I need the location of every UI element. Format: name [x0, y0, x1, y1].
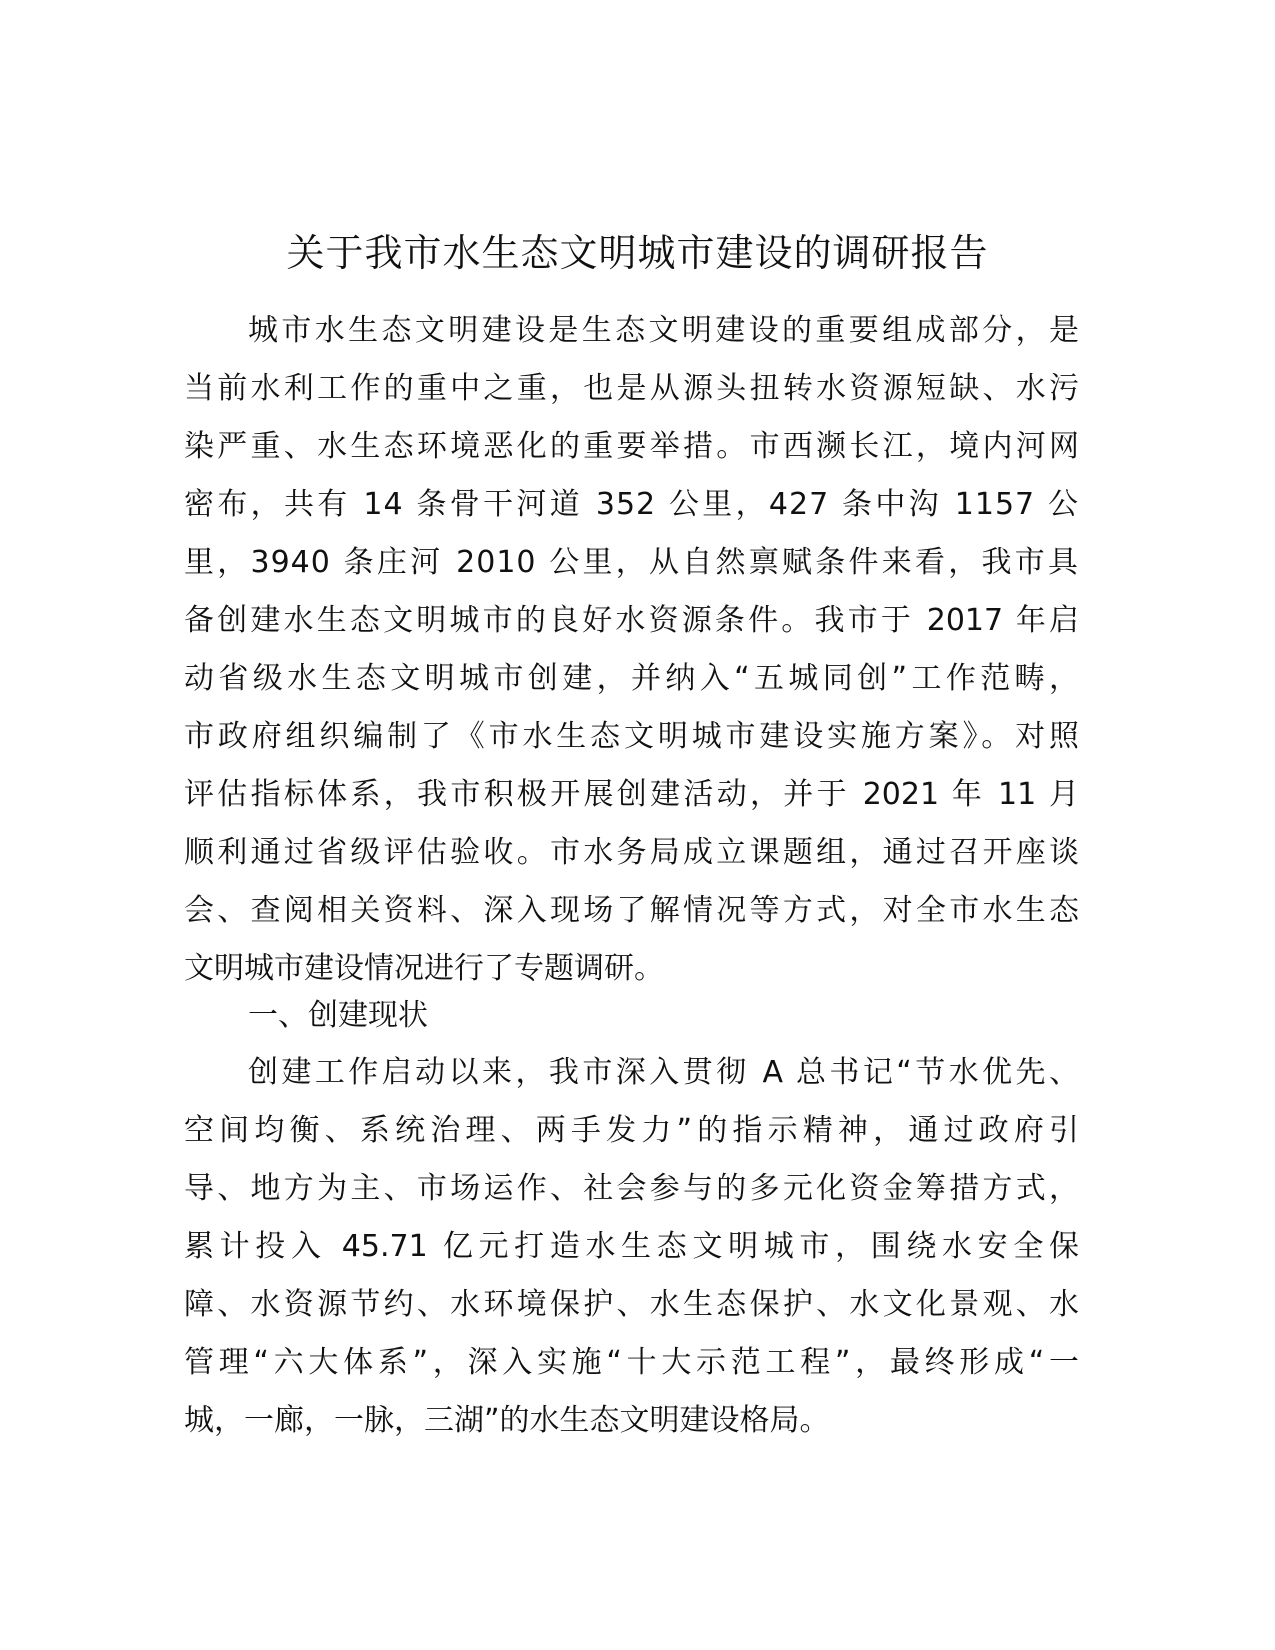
section-heading-text: 一、创建现状: [248, 998, 428, 1033]
paragraph-line: 会、查阅相关资料、深入现场了解情况等方式，对全市水生态: [184, 893, 1079, 928]
paragraph-line: 评估指标体系，我市积极开展创建活动，并于 2021 年 11 月: [184, 777, 1079, 812]
paragraph-intro: [184, 302, 1079, 998]
paragraph-line: 障、水资源节约、水环境保护、水生态保护、水文化景观、水: [184, 1287, 1079, 1322]
paragraph-line: 累计投入 45.71 亿元打造水生态文明城市，围绕水安全保: [184, 1229, 1079, 1264]
paragraph-line: 里，3940 条庄河 2010 公里，从自然禀赋条件来看，我市具: [184, 545, 1079, 580]
paragraph-line: 密布，共有 14 条骨干河道 352 公里，427 条中沟 1157 公: [184, 487, 1079, 522]
paragraph-status: [184, 1044, 1079, 1450]
paragraph-line: 城市水生态文明建设是生态文明建设的重要组成部分，是: [248, 313, 1079, 348]
section-heading: [184, 987, 1079, 1045]
paragraph-line: 顺利通过省级评估验收。市水务局成立课题组，通过召开座谈: [184, 835, 1079, 870]
paragraph-line: 城，一廊，一脉，三湖”的水生态文明建设格局。: [184, 1403, 830, 1438]
paragraph-line: 文明城市建设情况进行了专题调研。: [184, 951, 664, 986]
paragraph-line: 染严重、水生态环境恶化的重要举措。市西濒长江，境内河网: [184, 429, 1079, 464]
paragraph-line: 导、地方为主、市场运作、社会参与的多元化资金筹措方式，: [184, 1171, 1079, 1206]
paragraph-line: 管理“六大体系”，深入实施“十大示范工程”，最终形成“一: [184, 1345, 1079, 1380]
paragraph-line: 动省级水生态文明城市创建，并纳入“五城同创”工作范畴，: [184, 661, 1079, 696]
paragraph-line: 市政府组织编制了《市水生态文明城市建设实施方案》。对照: [184, 719, 1079, 754]
paragraph-line: 当前水利工作的重中之重，也是从源头扭转水资源短缺、水污: [184, 371, 1079, 406]
paragraph-line: 空间均衡、系统治理、两手发力”的指示精神，通过政府引: [184, 1113, 1079, 1148]
paragraph-line: 备创建水生态文明城市的良好水资源条件。我市于 2017 年启: [184, 603, 1079, 638]
document-title: 关于我市水生态文明城市建设的调研报告: [286, 231, 989, 275]
paragraph-line: 创建工作启动以来，我市深入贯彻 A 总书记“节水优先、: [248, 1055, 1079, 1090]
